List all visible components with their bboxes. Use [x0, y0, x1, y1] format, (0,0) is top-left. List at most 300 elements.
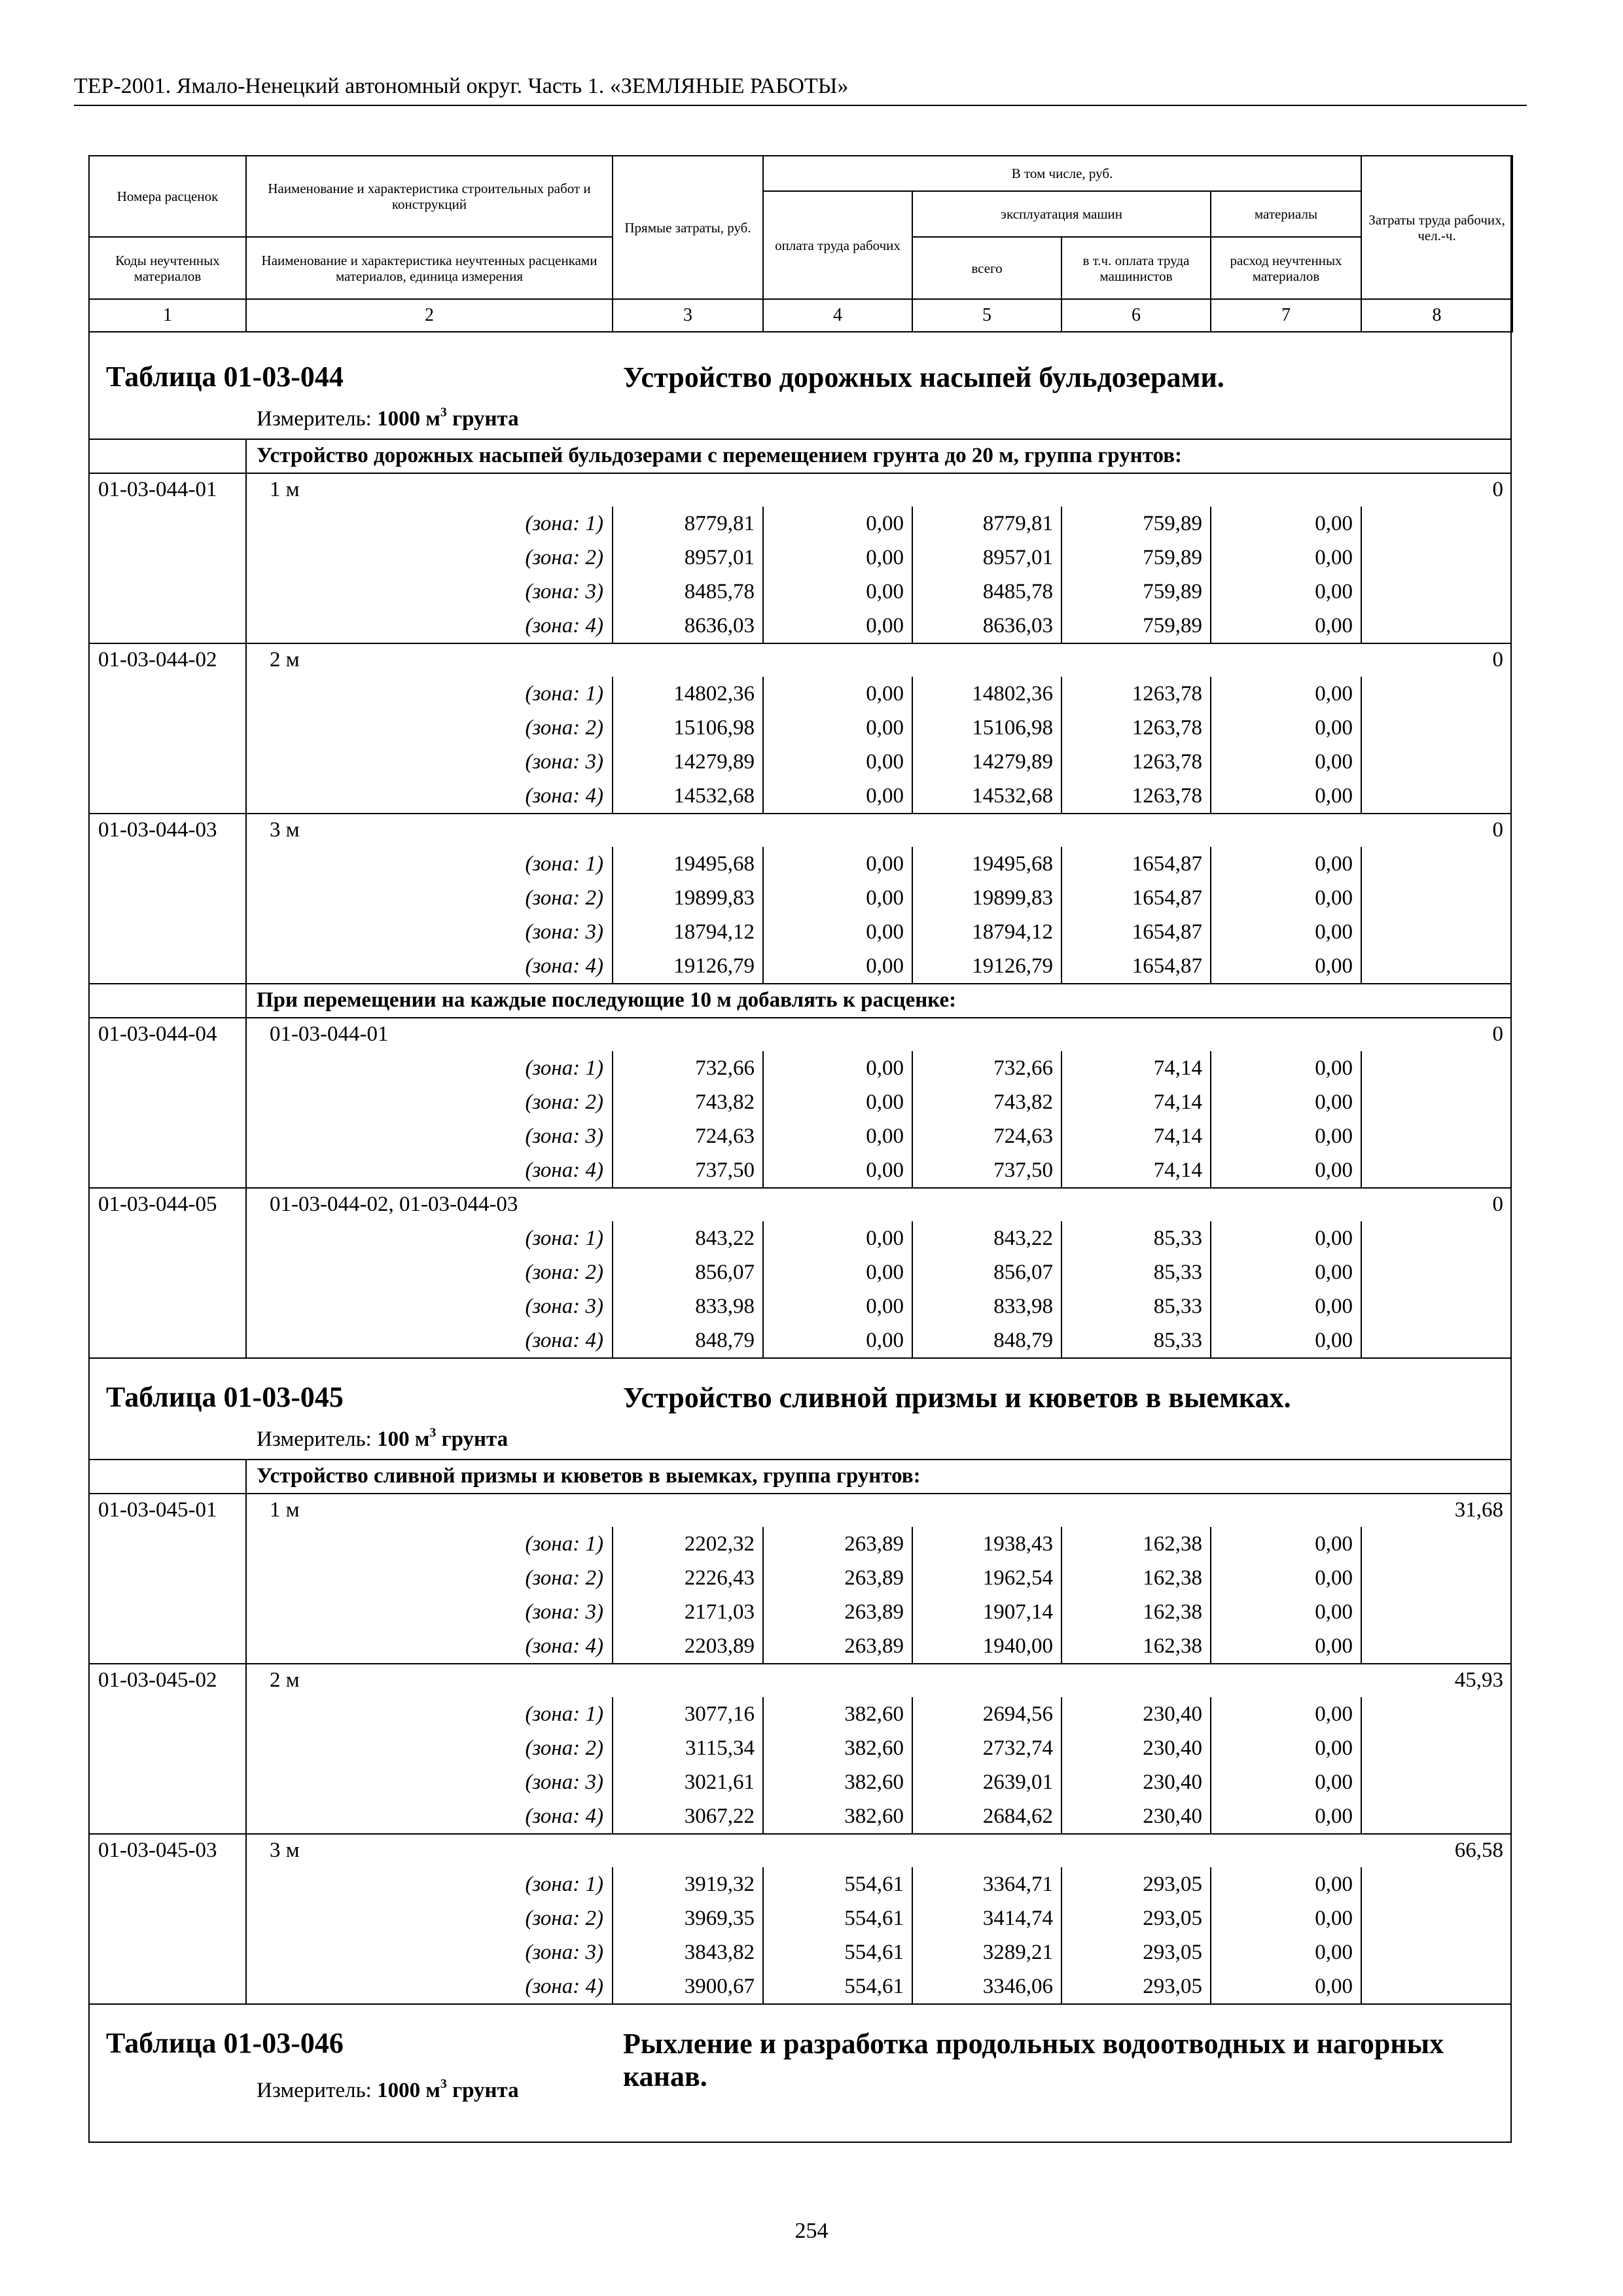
driver-wages: 1263,78 — [1132, 682, 1202, 706]
materials-usage: 0,00 — [1315, 784, 1353, 808]
rate-name: 3 м — [270, 818, 300, 842]
wages-cost: 0,00 — [866, 1227, 904, 1250]
wages-cost: 0,00 — [866, 1090, 904, 1114]
machines-cost: 833,98 — [993, 1295, 1053, 1318]
driver-wages: 759,89 — [1143, 546, 1202, 569]
table-number: Таблица 01-03-045 — [106, 1381, 344, 1413]
machines-cost: 848,79 — [993, 1329, 1053, 1352]
driver-wages: 74,14 — [1153, 1056, 1202, 1080]
rate-name: 1 м — [270, 1498, 300, 1522]
rate-code: 01-03-044-04 — [98, 1022, 217, 1046]
header-rate-number: Номера расценок — [89, 156, 246, 237]
driver-wages: 85,33 — [1153, 1329, 1202, 1352]
header-work-name: Наименование и характеристика строительных работ и конструкций — [246, 156, 613, 237]
machines-cost: 724,63 — [993, 1124, 1053, 1148]
machines-cost: 8957,01 — [982, 546, 1053, 569]
header-materials: материалы — [1211, 191, 1361, 237]
direct-cost: 843,22 — [695, 1227, 755, 1250]
measure-value: 1000 $м^3$ грунта — [377, 2077, 519, 2102]
materials-usage: 0,00 — [1315, 1941, 1353, 1964]
column-rule — [762, 507, 764, 643]
materials-usage: 0,00 — [1315, 886, 1353, 910]
materials-usage: 0,00 — [1315, 920, 1353, 944]
zone-label: (зона: 2) — [525, 716, 603, 740]
group-heading: Устройство дорожных насыпей бульдозерами с перемещением грунта до 20 м, группа грунтов: — [257, 444, 1183, 467]
zone-label: (зона: 1) — [525, 852, 603, 876]
zone-label: (зона: 3) — [525, 1295, 603, 1318]
wages-cost: 263,89 — [844, 1532, 904, 1556]
column-rule — [1210, 1527, 1211, 1663]
column-rule — [1361, 1527, 1362, 1663]
rate-name: 1 м — [270, 478, 300, 501]
zone-label: (зона: 1) — [525, 682, 603, 706]
header-direct-cost: Прямые затраты, руб. — [613, 156, 763, 299]
column-header-table — [88, 155, 1513, 332]
column-rule — [612, 507, 613, 643]
direct-cost: 8957,01 — [684, 546, 755, 569]
driver-wages: 759,89 — [1143, 580, 1202, 603]
wages-cost: 554,61 — [844, 1907, 904, 1930]
labor-cost: 0 — [1492, 1193, 1503, 1216]
column-rule — [612, 1221, 613, 1357]
materials-usage: 0,00 — [1315, 1124, 1353, 1148]
zone-label: (зона: 3) — [525, 750, 603, 774]
zone-label: (зона: 2) — [525, 886, 603, 910]
materials-usage: 0,00 — [1315, 1227, 1353, 1250]
header-material-usage: расход неучтенных материалов — [1211, 237, 1361, 299]
column-rule — [912, 677, 913, 813]
header-rule — [74, 105, 1527, 106]
driver-wages: 293,05 — [1143, 1975, 1202, 1998]
column-number: 2 — [246, 299, 613, 332]
driver-wages: 74,14 — [1153, 1090, 1202, 1114]
column-rule — [1361, 847, 1362, 983]
column-rule — [1210, 677, 1211, 813]
machines-cost: 732,66 — [993, 1056, 1053, 1080]
column-rule — [245, 1833, 247, 2003]
direct-cost: 3919,32 — [684, 1873, 755, 1896]
zone-label: (зона: 3) — [525, 1124, 603, 1148]
zone-label: (зона: 2) — [525, 1090, 603, 1114]
driver-wages: 759,89 — [1143, 614, 1202, 637]
column-rule — [1210, 1051, 1211, 1187]
column-rule — [612, 677, 613, 813]
zone-label: (зона: 1) — [525, 512, 603, 535]
driver-wages: 162,38 — [1143, 1532, 1202, 1556]
column-rule — [1061, 1527, 1062, 1663]
row-rule — [88, 1663, 1512, 1664]
row-rule — [88, 1187, 1512, 1189]
group-heading: Устройство сливной призмы и кюветов в выемках, группа грунтов: — [257, 1464, 921, 1488]
machines-cost: 18794,12 — [972, 920, 1053, 944]
column-number: 4 — [763, 299, 912, 332]
driver-wages: 85,33 — [1153, 1227, 1202, 1250]
zone-label: (зона: 3) — [525, 580, 603, 603]
wages-cost: 382,60 — [844, 1736, 904, 1760]
wages-cost: 0,00 — [866, 580, 904, 603]
machines-cost: 3414,74 — [982, 1907, 1053, 1930]
rate-name: 01-03-044-02, 01-03-044-03 — [270, 1193, 518, 1216]
column-rule — [612, 1051, 613, 1187]
direct-cost: 8485,78 — [684, 580, 755, 603]
measure-label: Измеритель: — [257, 1427, 372, 1451]
column-rule — [1361, 1697, 1362, 1833]
labor-cost: 45,93 — [1454, 1668, 1503, 1692]
machines-cost: 1907,14 — [982, 1600, 1053, 1624]
rate-name: 01-03-044-01 — [270, 1022, 389, 1046]
zone-label: (зона: 2) — [525, 1566, 603, 1590]
direct-cost: 856,07 — [695, 1261, 755, 1284]
column-rule — [245, 1187, 247, 1357]
zone-label: (зона: 4) — [525, 1329, 603, 1352]
zone-label: (зона: 3) — [525, 920, 603, 944]
labor-cost: 0 — [1492, 648, 1503, 672]
machines-cost: 2684,62 — [982, 1804, 1053, 1828]
driver-wages: 85,33 — [1153, 1295, 1202, 1318]
column-rule — [912, 1867, 913, 2003]
wages-cost: 0,00 — [866, 546, 904, 569]
machines-cost: 19899,83 — [972, 886, 1053, 910]
machines-cost: 3364,71 — [982, 1873, 1053, 1896]
driver-wages: 1263,78 — [1132, 784, 1202, 808]
column-number: 7 — [1211, 299, 1361, 332]
machines-cost: 14279,89 — [972, 750, 1053, 774]
measure-label: Измеритель: — [257, 407, 372, 431]
row-rule — [88, 1017, 1512, 1018]
direct-cost: 14802,36 — [673, 682, 755, 706]
direct-cost: 3077,16 — [684, 1702, 755, 1726]
column-rule — [1361, 1867, 1362, 2003]
direct-cost: 19126,79 — [673, 954, 755, 978]
driver-wages: 293,05 — [1143, 1873, 1202, 1896]
column-rule — [612, 1527, 613, 1663]
zone-label: (зона: 1) — [525, 1873, 603, 1896]
row-rule — [88, 1833, 1512, 1835]
column-number: 6 — [1061, 299, 1211, 332]
direct-cost: 3843,82 — [684, 1941, 755, 1964]
zone-label: (зона: 4) — [525, 1975, 603, 1998]
driver-wages: 162,38 — [1143, 1600, 1202, 1624]
row-rule — [88, 1459, 1512, 1460]
direct-cost: 3969,35 — [684, 1907, 755, 1930]
direct-cost: 2202,32 — [684, 1532, 755, 1556]
column-rule — [245, 983, 247, 1017]
driver-wages: 85,33 — [1153, 1261, 1202, 1284]
direct-cost: 3900,67 — [684, 1975, 755, 1998]
row-rule — [88, 1357, 1512, 1359]
driver-wages: 74,14 — [1153, 1158, 1202, 1182]
zone-label: (зона: 4) — [525, 1634, 603, 1658]
machines-cost: 743,82 — [993, 1090, 1053, 1114]
materials-usage: 0,00 — [1315, 1770, 1353, 1794]
materials-usage: 0,00 — [1315, 1261, 1353, 1284]
direct-cost: 8779,81 — [684, 512, 755, 535]
wages-cost: 263,89 — [844, 1566, 904, 1590]
machines-cost: 8779,81 — [982, 512, 1053, 535]
table-number: Таблица 01-03-044 — [106, 361, 344, 393]
row-rule — [88, 643, 1512, 644]
machines-cost: 2639,01 — [982, 1770, 1053, 1794]
wages-cost: 0,00 — [866, 1261, 904, 1284]
column-rule — [245, 1017, 247, 1187]
materials-usage: 0,00 — [1315, 1158, 1353, 1182]
wages-cost: 0,00 — [866, 1295, 904, 1318]
machines-cost: 8485,78 — [982, 580, 1053, 603]
machines-cost: 2732,74 — [982, 1736, 1053, 1760]
machines-cost: 2694,56 — [982, 1702, 1053, 1726]
labor-cost: 0 — [1492, 818, 1503, 842]
column-number: 5 — [912, 299, 1061, 332]
row-rule — [88, 439, 1512, 440]
header-wages: оплата труда рабочих — [763, 191, 912, 299]
column-rule — [1361, 507, 1362, 643]
materials-usage: 0,00 — [1315, 1702, 1353, 1726]
wages-cost: 0,00 — [866, 682, 904, 706]
wages-cost: 263,89 — [844, 1600, 904, 1624]
zone-label: (зона: 3) — [525, 1941, 603, 1964]
driver-wages: 230,40 — [1143, 1770, 1202, 1794]
rate-code: 01-03-044-03 — [98, 818, 217, 842]
wages-cost: 0,00 — [866, 886, 904, 910]
driver-wages: 1654,87 — [1132, 954, 1202, 978]
zone-label: (зона: 4) — [525, 954, 603, 978]
labor-cost: 66,58 — [1454, 1839, 1503, 1862]
machines-cost: 737,50 — [993, 1158, 1053, 1182]
direct-cost: 14532,68 — [673, 784, 755, 808]
machines-cost: 8636,03 — [982, 614, 1053, 637]
zone-label: (зона: 1) — [525, 1227, 603, 1250]
driver-wages: 230,40 — [1143, 1736, 1202, 1760]
header-machines-total: всего — [912, 237, 1061, 299]
materials-usage: 0,00 — [1315, 1566, 1353, 1590]
materials-usage: 0,00 — [1315, 1634, 1353, 1658]
wages-cost: 0,00 — [866, 784, 904, 808]
driver-wages: 162,38 — [1143, 1634, 1202, 1658]
zone-label: (зона: 4) — [525, 614, 603, 637]
column-rule — [762, 847, 764, 983]
machines-cost: 19126,79 — [972, 954, 1053, 978]
materials-usage: 0,00 — [1315, 954, 1353, 978]
materials-usage: 0,00 — [1315, 1600, 1353, 1624]
zone-label: (зона: 1) — [525, 1056, 603, 1080]
wages-cost: 0,00 — [866, 750, 904, 774]
wages-cost: 554,61 — [844, 1975, 904, 1998]
direct-cost: 2171,03 — [684, 1600, 755, 1624]
column-rule — [762, 1697, 764, 1833]
table-title: Рыхление и разработка продольных водоотводных и нагорных канав. — [623, 2028, 1444, 2092]
column-rule — [762, 677, 764, 813]
materials-usage: 0,00 — [1315, 546, 1353, 569]
column-rule — [1061, 1697, 1062, 1833]
materials-usage: 0,00 — [1315, 614, 1353, 637]
wages-cost: 0,00 — [866, 1329, 904, 1352]
header-machine-operation: эксплуатация машин — [912, 191, 1211, 237]
rate-code: 01-03-045-02 — [98, 1668, 217, 1692]
direct-cost: 8636,03 — [684, 614, 755, 637]
wages-cost: 554,61 — [844, 1941, 904, 1964]
wages-cost: 0,00 — [866, 1158, 904, 1182]
machines-cost: 3289,21 — [982, 1941, 1053, 1964]
materials-usage: 0,00 — [1315, 750, 1353, 774]
column-rule — [762, 1867, 764, 2003]
direct-cost: 2203,89 — [684, 1634, 755, 1658]
zone-label: (зона: 1) — [525, 1702, 603, 1726]
row-rule — [88, 1493, 1512, 1494]
header-material-codes: Коды неучтенных материалов — [89, 237, 246, 299]
machines-cost: 1962,54 — [982, 1566, 1053, 1590]
column-rule — [762, 1051, 764, 1187]
page-number: 254 — [794, 2219, 829, 2243]
zone-label: (зона: 2) — [525, 1261, 603, 1284]
direct-cost: 14279,89 — [673, 750, 755, 774]
column-number: 3 — [613, 299, 763, 332]
rate-code: 01-03-044-01 — [98, 478, 217, 501]
driver-wages: 759,89 — [1143, 512, 1202, 535]
wages-cost: 0,00 — [866, 614, 904, 637]
machines-cost: 1938,43 — [982, 1532, 1053, 1556]
column-rule — [912, 1527, 913, 1663]
driver-wages: 1654,87 — [1132, 852, 1202, 876]
column-rule — [612, 847, 613, 983]
driver-wages: 230,40 — [1143, 1804, 1202, 1828]
machines-cost: 3346,06 — [982, 1975, 1053, 1998]
column-rule — [1361, 1051, 1362, 1187]
column-rule — [1061, 847, 1062, 983]
column-rule — [762, 1527, 764, 1663]
column-rule — [1210, 1221, 1211, 1357]
materials-usage: 0,00 — [1315, 1975, 1353, 1998]
rate-name: 3 м — [270, 1839, 300, 1862]
measure-exponent: 3 — [440, 405, 447, 420]
materials-usage: 0,00 — [1315, 1907, 1353, 1930]
zone-label: (зона: 4) — [525, 1804, 603, 1828]
zone-label: (зона: 2) — [525, 1736, 603, 1760]
wages-cost: 263,89 — [844, 1634, 904, 1658]
driver-wages: 1263,78 — [1132, 750, 1202, 774]
wages-cost: 382,60 — [844, 1770, 904, 1794]
header-driver-wages: в т.ч. оплата труда машинистов — [1061, 237, 1211, 299]
materials-usage: 0,00 — [1315, 512, 1353, 535]
column-rule — [912, 507, 913, 643]
materials-usage: 0,00 — [1315, 682, 1353, 706]
column-rule — [245, 473, 247, 643]
wages-cost: 0,00 — [866, 920, 904, 944]
rate-name: 2 м — [270, 1668, 300, 1692]
direct-cost: 732,66 — [695, 1056, 755, 1080]
column-rule — [1210, 847, 1211, 983]
machines-cost: 14532,68 — [972, 784, 1053, 808]
group-heading: При перемещении на каждые последующие 10 м добавлять к расценке: — [257, 988, 957, 1012]
column-rule — [1210, 1697, 1211, 1833]
column-rule — [1210, 507, 1211, 643]
direct-cost: 737,50 — [695, 1158, 755, 1182]
column-rule — [1210, 1867, 1211, 2003]
machines-cost: 1940,00 — [982, 1634, 1053, 1658]
labor-cost: 0 — [1492, 478, 1503, 501]
labor-cost: 31,68 — [1454, 1498, 1503, 1522]
measure-label: Измеритель: — [257, 2079, 372, 2102]
materials-usage: 0,00 — [1315, 852, 1353, 876]
direct-cost: 15106,98 — [673, 716, 755, 740]
zone-label: (зона: 4) — [525, 784, 603, 808]
column-rule — [1361, 1221, 1362, 1357]
row-rule — [88, 473, 1512, 474]
column-rule — [245, 643, 247, 813]
wages-cost: 554,61 — [844, 1873, 904, 1896]
zone-label: (зона: 4) — [525, 1158, 603, 1182]
machines-cost: 14802,36 — [972, 682, 1053, 706]
measure-value: 100 $м^3$ грунта — [377, 1426, 508, 1451]
driver-wages: 74,14 — [1153, 1124, 1202, 1148]
direct-cost: 18794,12 — [673, 920, 755, 944]
zone-label: (зона: 3) — [525, 1770, 603, 1794]
driver-wages: 1654,87 — [1132, 920, 1202, 944]
machines-cost: 19495,68 — [972, 852, 1053, 876]
column-rule — [1061, 677, 1062, 813]
table-title: Устройство сливной призмы и кюветов в выемках. — [623, 1382, 1291, 1414]
rate-code: 01-03-045-01 — [98, 1498, 217, 1522]
header-material-names: Наименование и характеристика неучтенных расценками материалов, единица измерения — [246, 237, 613, 299]
wages-cost: 0,00 — [866, 852, 904, 876]
materials-usage: 0,00 — [1315, 1295, 1353, 1318]
table-number: Таблица 01-03-046 — [106, 2027, 344, 2059]
wages-cost: 382,60 — [844, 1804, 904, 1828]
column-rule — [912, 847, 913, 983]
wages-cost: 0,00 — [866, 716, 904, 740]
zone-label: (зона: 2) — [525, 546, 603, 569]
direct-cost: 3021,61 — [684, 1770, 755, 1794]
column-rule — [1061, 1221, 1062, 1357]
column-number: 8 — [1361, 299, 1512, 332]
column-number: 1 — [89, 299, 246, 332]
column-rule — [245, 439, 247, 473]
column-rule — [612, 1867, 613, 2003]
zone-label: (зона: 1) — [525, 1532, 603, 1556]
table-measure — [257, 2079, 519, 2103]
rate-name: 2 м — [270, 648, 300, 672]
driver-wages: 293,05 — [1143, 1941, 1202, 1964]
wages-cost: 0,00 — [866, 512, 904, 535]
wages-cost: 382,60 — [844, 1702, 904, 1726]
materials-usage: 0,00 — [1315, 1329, 1353, 1352]
direct-cost: 848,79 — [695, 1329, 755, 1352]
zone-label: (зона: 2) — [525, 1907, 603, 1930]
direct-cost: 19495,68 — [673, 852, 755, 876]
column-rule — [612, 1697, 613, 1833]
materials-usage: 0,00 — [1315, 1056, 1353, 1080]
driver-wages: 1263,78 — [1132, 716, 1202, 740]
materials-usage: 0,00 — [1315, 1873, 1353, 1896]
column-rule — [1361, 677, 1362, 813]
direct-cost: 833,98 — [695, 1295, 755, 1318]
column-rule — [1061, 1867, 1062, 2003]
row-rule — [88, 813, 1512, 814]
row-rule — [88, 2003, 1512, 2005]
header-including: В том числе, руб. — [763, 156, 1361, 191]
direct-cost: 3067,22 — [684, 1804, 755, 1828]
direct-cost: 743,82 — [695, 1090, 755, 1114]
table-measure — [257, 1427, 508, 1452]
direct-cost: 2226,43 — [684, 1566, 755, 1590]
rate-code: 01-03-044-05 — [98, 1193, 217, 1216]
measure-exponent: 3 — [429, 1426, 437, 1440]
table-measure — [257, 407, 519, 431]
machines-cost: 843,22 — [993, 1227, 1053, 1250]
wages-cost: 0,00 — [866, 1056, 904, 1080]
materials-usage: 0,00 — [1315, 1736, 1353, 1760]
column-rule — [912, 1697, 913, 1833]
materials-usage: 0,00 — [1315, 716, 1353, 740]
